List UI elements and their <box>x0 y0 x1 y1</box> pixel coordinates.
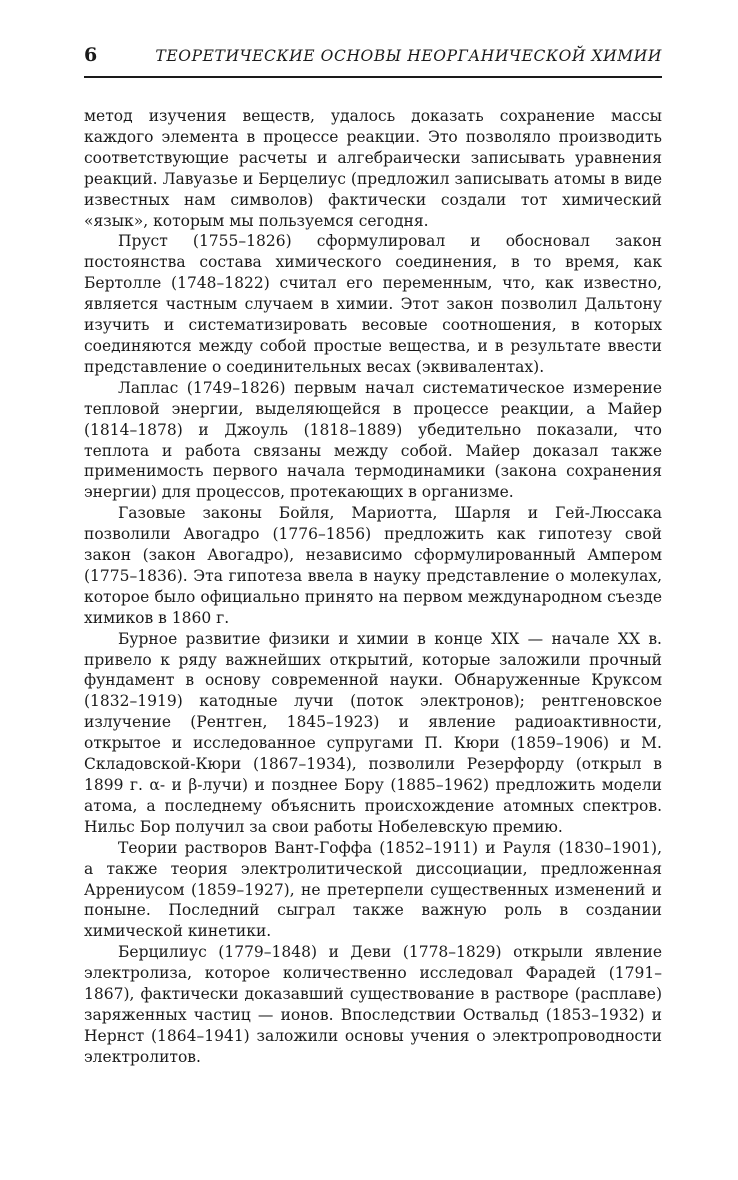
paragraph-gas-laws: Газовые законы Бойля, Мариотта, Шарля и Гей-Люссака позволили Авогадро (1776–1856) предложить как гипотезу свой закон (закон Авогадро), независимо сформулированный Ампером (1775–1836). Эта гипотеза ввела в науку представление о молекулах, которое было официально принято на первом международном съезде химиков в 1860 г. <box>84 504 662 627</box>
running-title: ТЕОРЕТИЧЕСКИЕ ОСНОВЫ НЕОРГАНИЧЕСКОЙ ХИМИИ <box>155 47 662 65</box>
body-text <box>84 106 662 1068</box>
paragraph-electrolysis: Берцилиус (1779–1848) и Деви (1778–1829) открыли явление электролиза, которое количественно исследовал Фарадей (1791–1867), фактически доказавший существование в растворе (расплаве) заряженных частиц — ионов. Впоследствии Оствальд (1853–1932) и Нернст (1864–1941) заложили основы учения о электропроводности электролитов. <box>84 943 662 1066</box>
page-number: 6 <box>84 44 98 66</box>
paragraph-proust: Пруст (1755–1826) сформулировал и обосновал закон постоянства состава химического соединения, в то время, как Бертолле (1748–1822) считал его переменным, что, как известно, является частным случаем в химии. Этот закон позволил Дальтону изучить и систематизировать весовые соотношения, в которых соединяются между собой простые вещества, и в результате ввести представление о соединительных весах (эквивалентах). <box>84 232 662 376</box>
paragraph-continuation: метод изучения веществ, удалось доказать сохранение массы каждого элемента в процессе реакции. Это позволяло производить соответствующие расчеты и алгебраически записывать уравнения реакций. Лавуазье и Берцелиус (предложил записывать атомы в виде известных нам символов) фактически создали тот химический «язык», которым мы пользуемся сегодня. <box>84 107 662 230</box>
page-header <box>84 44 662 74</box>
header-rule <box>84 76 662 78</box>
paragraph-laplace: Лаплас (1749–1826) первым начал систематическое измерение тепловой энергии, выделяющейся в процессе реакции, а Майер (1814–1878) и Джоуль (1818–1889) убедительно показали, что теплота и работа связаны между собой. Майер доказал также применимость первого начала термодинамики (закона сохранения энергии) для процессов, протекающих в организме. <box>84 378 662 502</box>
paragraph-physics-development: Бурное развитие физики и химии в конце XIX — начале XX в. привело к ряду важнейших открытий, которые заложили прочный фундамент в основу современной науки. Обнаруженные Круксом (1832–1919) катодные лучи (поток электронов); рентгеновское излучение (Рентген, 1845–1923) и явление радиоактивности, открытое и исследованное супругами П. Кюри (1859–1906) и М. Складовской-Кюри (1867–1934), позволили Резерфорду (открыл в 1899 г. α- и β-лучи) и позднее Бору (1885–1962) предложить модели атома, а последнему объяснить происхождение атомных спектров. Нильс Бор получил за свои работы Нобелевскую премию. <box>84 629 662 836</box>
book-page <box>84 44 662 1068</box>
paragraph-solution-theories: Теории растворов Вант-Гоффа (1852–1911) и Рауля (1830–1901), а также теория электролитической диссоциации, предложенная Аррениусом (1859–1927), не претерпели существенных изменений и поныне. Последний сыграл также важную роль в создании химической кинетики. <box>84 838 662 941</box>
